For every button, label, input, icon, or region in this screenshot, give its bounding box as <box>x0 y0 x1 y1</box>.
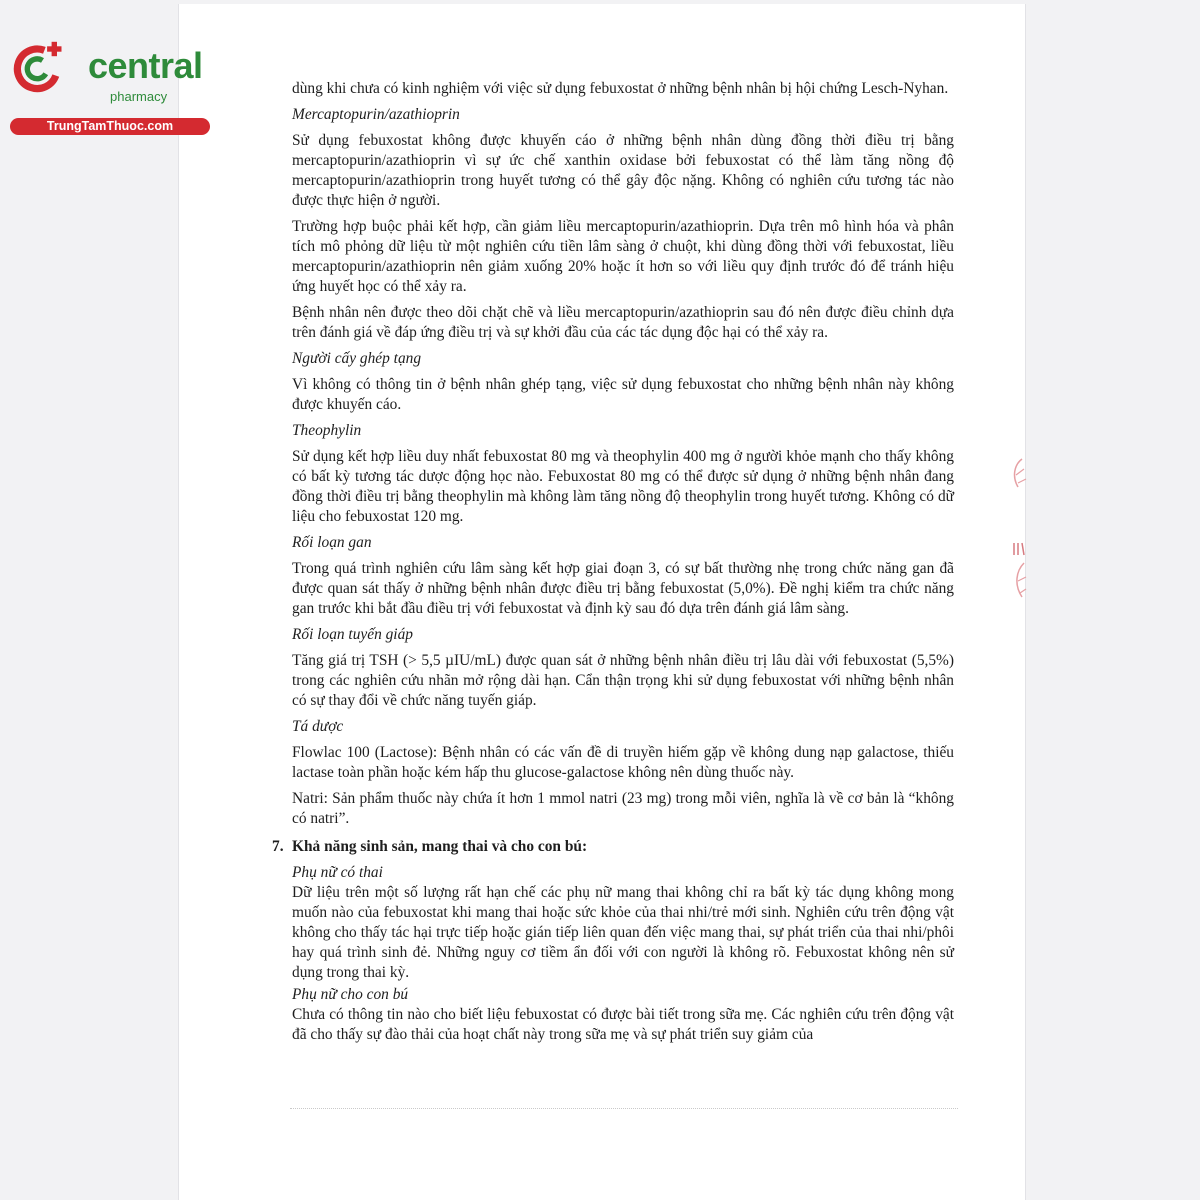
heading-excipients: Tá dược <box>292 718 344 735</box>
paragraph-mercaptopurin-2: Trường hợp buộc phải kết hợp, cần giảm liều mercaptopurin/azathioprin. Dựa trên mô hình hóa và phân tích mô phỏng dữ liệu từ một nghiên cứu tiền lâm sàng ở chuột, khi dùng đồng thời với febuxostat, liều mercaptopurin/azathioprin nên giảm xuống 20% hoặc ít hơn so với liều quy định trước đó để tránh hiệu ứng huyết học có thể xảy ra. <box>292 218 954 295</box>
logo-brand-text: central <box>88 45 203 86</box>
central-pharmacy-logo-icon <box>12 40 66 94</box>
heading-theophylin: Theophylin <box>292 422 362 439</box>
heading-breastfeeding: Phụ nữ cho con bú <box>292 986 409 1003</box>
heading-pregnancy: Phụ nữ có thai <box>292 864 383 881</box>
section-7-title: Khả năng sinh sản, mang thai và cho con bú: <box>292 838 588 855</box>
paragraph-mercaptopurin-3: Bệnh nhân nên được theo dõi chặt chẽ và liều mercaptopurin/azathioprin sau đó nên được điều chỉnh dựa trên đánh giá về đáp ứng điều trị và sự khởi đầu của các tác dụng độc hại có thể xảy ra. <box>292 304 954 341</box>
paragraph-breastfeeding: Chưa có thông tin nào cho biết liệu febuxostat có được bài tiết trong sữa mẹ. Các nghiên cứu trên động vật đã cho thấy sự đào thải của hoạt chất này trong sữa mẹ và sự phát triển suy giảm của <box>292 1006 954 1043</box>
paragraph-liver-disorder: Trong quá trình nghiên cứu lâm sàng kết hợp giai đoạn 3, có sự bất thường nhẹ trong chức năng gan đã được quan sát thấy ở những bệnh nhân được điều trị bằng febuxostat (5,0%). Đề nghị kiểm tra chức năng gan trước khi bắt đầu điều trị với febuxostat và định kỳ sau đó dựa trên đánh giá lâm sàng. <box>292 560 954 617</box>
section-7-number: 7. <box>272 838 284 855</box>
paragraph-organ-transplant: Vì không có thông tin ở bệnh nhân ghép tạng, việc sử dụng febuxostat cho những bệnh nhân này không được khuyến cáo. <box>292 376 954 413</box>
logo-url-badge[interactable]: TrungTamThuoc.com <box>10 118 210 135</box>
footer-divider <box>290 1108 958 1109</box>
paragraph-theophylin: Sử dụng kết hợp liều duy nhất febuxostat 80 mg và theophylin 400 mg ở người khỏe mạnh cho thấy không có bất kỳ tương tác dược động học nào. Febuxostat 80 mg có thể được sử dụng ở những bệnh nhân đang đồng thời điều trị bằng theophylin mà không làm tăng nồng độ theophylin trong huyết tương. Không có dữ liệu cho febuxostat 120 mg. <box>292 448 954 525</box>
paragraph-thyroid-disorder: Tăng giá trị TSH (> 5,5 µIU/mL) được quan sát ở những bệnh nhân điều trị lâu dài với febuxostat (5,5%) trong các nghiên cứu nhãn mở rộng dài hạn. Cẩn thận trọng khi sử dụng febuxostat với những bệnh nhân có sự thay đổi về chức năng tuyến giáp. <box>292 652 954 709</box>
pharmacy-logo[interactable] <box>10 38 210 134</box>
stamp-fragment-icon <box>1004 455 1028 605</box>
heading-mercaptopurin: Mercaptopurin/azathioprin <box>292 106 460 123</box>
paragraph-pregnancy: Dữ liệu trên một số lượng rất hạn chế các phụ nữ mang thai không chỉ ra bất kỳ tác dụng không mong muốn nào của febuxostat khi mang thai hoặc sức khỏe của thai nhi/trẻ mới sinh. Nghiên cứu trên động vật không cho thấy tác hại trực tiếp hoặc gián tiếp liên quan đến việc mang thai, sự phát triển của thai nhi/phôi hay quá trình sinh đẻ. Những nguy cơ tiềm ẩn đối với con người là không rõ. Febuxostat không nên sử dụng trong thai kỳ. <box>292 884 954 981</box>
paragraph-sodium: Natri: Sản phẩm thuốc này chứa ít hơn 1 mmol natri (23 mg) trong mỗi viên, nghĩa là về cơ bản là “không có natri”. <box>292 790 954 827</box>
heading-thyroid-disorder: Rối loạn tuyến giáp <box>292 626 413 643</box>
document-body <box>272 79 954 1051</box>
section-7-heading <box>272 837 954 857</box>
paragraph-lactose: Flowlac 100 (Lactose): Bệnh nhân có các vấn đề di truyền hiếm gặp về không dung nạp galactose, thiếu lactase toàn phần hoặc kém hấp thu glucose-galactose không nên dùng thuốc này. <box>292 744 954 781</box>
paragraph-intro: dùng khi chưa có kinh nghiệm với việc sử dụng febuxostat ở những bệnh nhân bị hội chứng Lesch-Nyhan. <box>292 80 949 97</box>
heading-liver-disorder: Rối loạn gan <box>292 534 372 551</box>
logo-sub-text: pharmacy <box>110 89 168 104</box>
heading-organ-transplant: Người cấy ghép tạng <box>292 350 422 367</box>
paragraph-mercaptopurin-1: Sử dụng febuxostat không được khuyến cáo ở những bệnh nhân dùng đồng thời điều trị bằng mercaptopurin/azathioprin vì sự ức chế xanthin oxidase bởi febuxostat có thể làm tăng nồng độ mercaptopurin/azathioprin trong huyết tương có thể gây độc nặng. Không có nghiên cứu tương tác nào được thực hiện ở người. <box>292 132 954 209</box>
